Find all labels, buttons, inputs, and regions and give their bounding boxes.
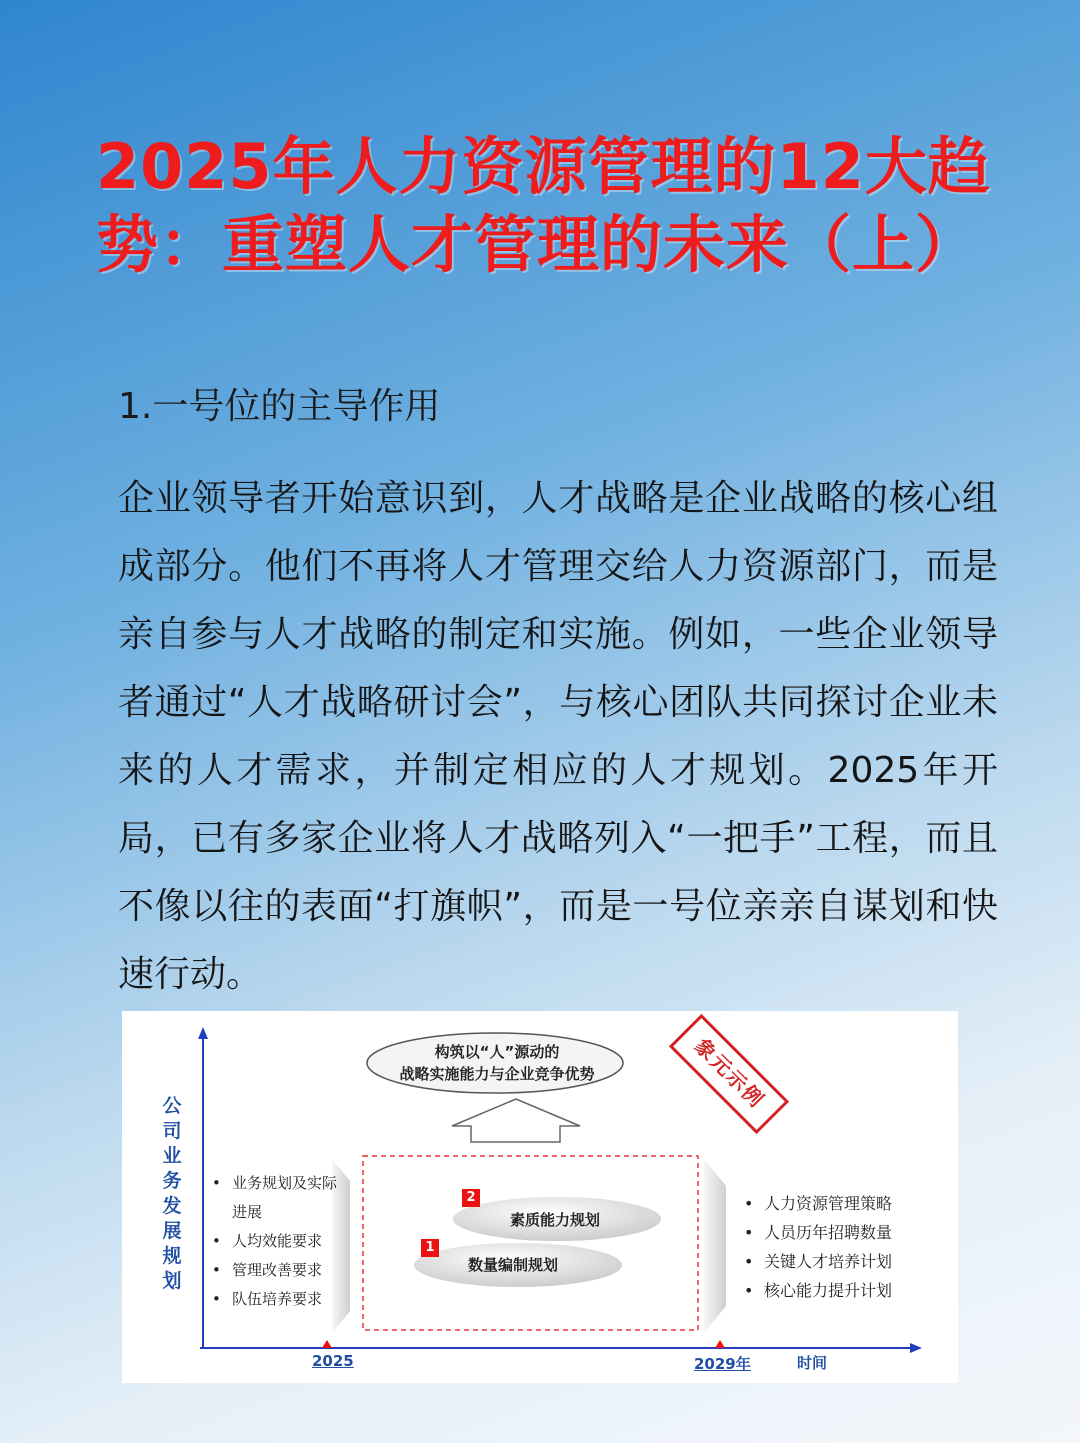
x-axis-arrow [910,1343,922,1353]
right-chevron [704,1159,726,1333]
list-item: • 人员历年招聘数量 [742,1218,892,1247]
strategy-diagram [122,1011,958,1383]
goal-line-2: 战略实施能力与企业竞争优势 [399,1065,595,1083]
marker-2029 [715,1340,725,1348]
plan-2-label: 素质能力规划 [510,1211,601,1229]
x-end-label: 2029年 [694,1355,751,1373]
dashed-frame [363,1156,698,1330]
plan-1-label: 数量编制规划 [468,1256,559,1274]
plan-2-badge: 2 [462,1189,480,1207]
list-item: • 业务规划及实际进展 [210,1169,340,1227]
x-axis-title: 时间 [797,1354,828,1372]
x-start-label: 2025 [312,1352,354,1370]
goal-line-1: 构筑以“人”源动的 [434,1043,560,1061]
list-item: • 人力资源管理策略 [742,1189,892,1218]
input-list [210,1169,340,1314]
body-paragraph: 企业领导者开始意识到，人才战略是企业战略的核心组成部分。他们不再将人才管理交给人力资源部门，而是亲自参与人才战略的制定和实施。例如，一些企业领导者通过“人才战略研讨会”，与核心团队共同探讨企业未来的人才需求，并制定相应的人才规划。2025年开局，已有多家企业将人才战略列入“一把手”工程，而且不像以往的表面“打旗帜”，而是一号位亲亲自谋划和快速行动。 [118,478,998,995]
y-axis-arrow [198,1027,208,1039]
list-item: • 核心能力提升计划 [742,1276,892,1305]
list-item: • 管理改善要求 [210,1256,340,1285]
list-item: • 队伍培养要求 [210,1285,340,1314]
up-arrow [452,1099,580,1142]
list-item: • 关键人才培养计划 [742,1247,892,1276]
list-item: • 人均效能要求 [210,1227,340,1256]
goal-text [377,1041,617,1085]
watermark-stamp: 象元示例 [669,1014,789,1134]
marker-2025 [322,1340,332,1348]
vertical-axis-label: 公司业务发展规划 [162,1095,182,1292]
plan-1-badge: 1 [421,1239,439,1257]
output-list [742,1189,892,1305]
section-heading: 1.一号位的主导作用 [118,386,441,427]
page-title: 2025年人力资源管理的12大趋势：重塑人才管理的未来（上） [96,130,991,281]
